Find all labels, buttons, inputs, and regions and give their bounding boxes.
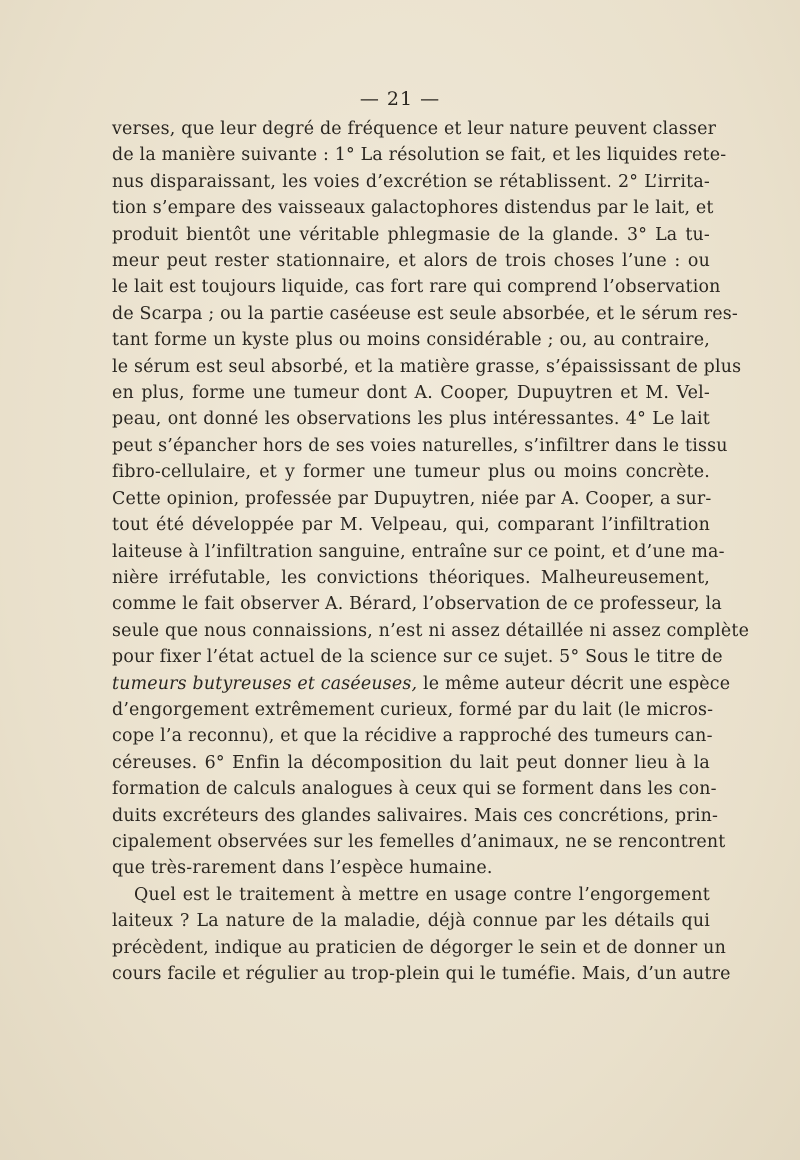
text-line: duits excréteurs des glandes salivaires. Mais ces concrétions, prin- <box>112 805 719 826</box>
text-line: formation de calculs analogues à ceux qui se forment dans les con- <box>112 779 717 800</box>
body-text <box>112 116 750 987</box>
paragraph-start-line: Quel est le traitement à mettre en usage contre l’engorgement <box>134 884 710 905</box>
text-line: peau, ont donné les observations les plus intéressantes. 4° Le lait <box>112 409 710 430</box>
paragraph-end-line: que très-rarement dans l’espèce humaine. <box>112 858 493 879</box>
text-line: céreuses. 6° Enfin la décomposition du lait peut donner lieu à la <box>112 752 710 773</box>
text-line: cipalement observées sur les femelles d’animaux, ne se rencontrent <box>112 831 726 852</box>
text-line: tant forme un kyste plus ou moins considérable ; ou, au contraire, <box>112 330 710 351</box>
text-line: pour fixer l’état actuel de la science sur ce sujet. 5° Sous le titre de <box>112 647 723 668</box>
text-line: le sérum est seul absorbé, et la matière grasse, s’épaississant de plus <box>112 356 742 377</box>
text-line: en plus, forme une tumeur dont A. Cooper, Dupuytren et M. Vel- <box>112 383 710 404</box>
text-line-with-italic: tumeurs butyreuses et caséeuses, le même auteur décrit une espèce <box>112 673 731 694</box>
text-line: comme le fait observer A. Bérard, l’observation de ce professeur, la <box>112 594 722 615</box>
text-line: laiteuse à l’infiltration sanguine, entraîne sur ce point, et d’une ma- <box>112 541 725 562</box>
text-line: meur peut rester stationnaire, et alors de trois choses l’une : ou <box>112 251 710 272</box>
text-line: de la manière suivante : 1° La résolution se fait, et les liquides rete- <box>112 145 727 166</box>
text-line: cope l’a reconnu), et que la récidive a rapproché des tumeurs can- <box>112 726 713 747</box>
text-line: tout été développée par M. Velpeau, qui, comparant l’infiltration <box>112 515 710 536</box>
text-line: laiteux ? La nature de la maladie, déjà connue par les détails qui <box>112 911 710 932</box>
page-number-header: — 21 — <box>359 88 441 110</box>
text-line: Cette opinion, professée par Dupuytren, niée par A. Cooper, a sur- <box>112 488 712 509</box>
text-line: cours facile et régulier au trop-plein qui le tuméfie. Mais, d’un autre <box>112 964 731 984</box>
text-line: peut s’épancher hors de ses voies naturelles, s’infiltrer dans le tissu <box>112 435 728 456</box>
text-line: nière irréfutable, les convictions théoriques. Malheureusement, <box>112 567 710 588</box>
text-line: fibro-cellulaire, et y former une tumeur plus ou moins concrète. <box>112 462 710 483</box>
text-line: verses, que leur degré de fréquence et leur nature peuvent classer <box>112 119 717 139</box>
text-line: le lait est toujours liquide, cas fort rare qui comprend l’observation <box>112 277 721 298</box>
text-line: de Scarpa ; ou la partie caséeuse est seule absorbée, et le sérum res- <box>112 303 738 324</box>
text-line: seule que nous connaissions, n’est ni assez détaillée ni assez complète <box>112 620 750 641</box>
text-line: d’engorgement extrêmement curieux, formé par du lait (le micros- <box>112 699 714 720</box>
text-line: tion s’empare des vaisseaux galactophores distendus par le lait, et <box>112 198 714 219</box>
text-line: nus disparaissant, les voies d’excrétion se rétablissent. 2° L’irrita- <box>112 171 710 192</box>
text-line: produit bientôt une véritable phlegmasie de la glande. 3° La tu- <box>112 224 710 245</box>
italic-title: tumeurs butyreuses et caséeuses, <box>112 673 418 694</box>
text-line: précèdent, indique au praticien de dégorger le sein et de donner un <box>112 937 726 958</box>
